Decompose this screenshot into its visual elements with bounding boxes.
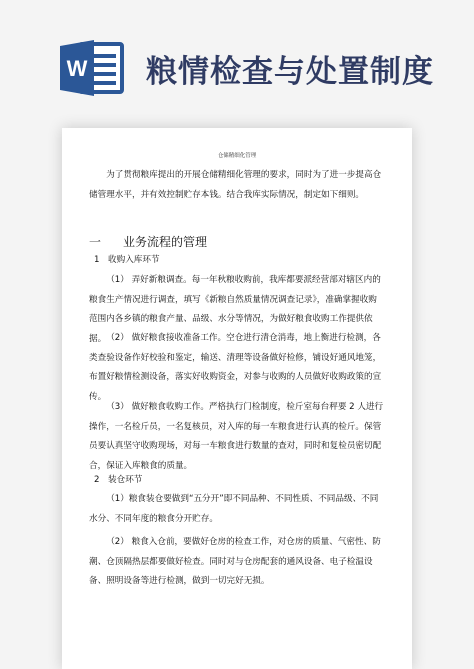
banner-title: 粮情检查与处置制度	[146, 54, 434, 90]
sub-heading-number: 1	[94, 255, 100, 265]
sub-heading-title: 装仓环节	[108, 475, 143, 485]
section-title: 业务流程的管理	[123, 235, 208, 249]
sub-heading-storage	[94, 473, 142, 485]
svg-text:W: W	[66, 56, 88, 81]
list-item: （2） 做好粮食接收准备工作。空仓进行清仓消毒，地上衡进行检测，各类查验设备作好校验和鉴定，输送、清理等设备做好检修，铺设好通风地笼，布置好粮情检测设备，落实好收购资金，对参与收购的人员做好收购政策的宣传。	[89, 333, 382, 402]
section-heading	[89, 233, 207, 250]
sub-heading-number: 2	[94, 475, 100, 485]
page-header: 仓储精细化管理	[217, 153, 257, 159]
word-document-icon	[58, 38, 128, 98]
list-item: （1） 弄好新粮调查。每一年秋粮收购前，我库都要派经营部对辖区内的粮食生产情况进行调查，填写《新粮自然质量情况调查记录》，准确掌握收购范围内各乡镇的粮食产量、品级、水分等情况，为做好粮食收购工作提供依据。	[89, 275, 381, 344]
intro-paragraph: 为了贯彻粮库提出的开展仓储精细化管理的要求，同时为了进一步提高仓储管理水平，并有效控制贮存本钱。结合我库实际情况，制定如下细则。	[89, 170, 382, 200]
list-item: （2） 粮食入仓前，要做好仓房的检查工作，对仓房的质量、气密性、防潮、仓顶隔热层都要做好检查。同时对与仓房配套的通风设备、电子检温设备、照明设备等进行检测，做到一切完好无损。	[89, 537, 381, 587]
sub-heading-title: 收购入库环节	[108, 255, 160, 265]
banner	[0, 0, 474, 115]
section-number: 一	[89, 235, 102, 249]
list-item: （1）粮食装仓要做到“五分开”即不同品种、不同性质、不同品级、不同水分、不同年度的粮食分开贮存。	[89, 494, 379, 524]
list-item: （3） 做好粮食收购工作。严格执行门检制度，检斤室每台秤要 2 人进行操作，一名检斤员，一名复核员，对入库的每一车粮食进行认真的检斤。保管员要认真坚守收购现场，对每一车粮食进行数量的查对，同时和复检员密切配合，保证入库粮食的质量。	[89, 402, 384, 471]
document-page	[62, 128, 412, 669]
sub-heading-receiving	[94, 253, 160, 265]
